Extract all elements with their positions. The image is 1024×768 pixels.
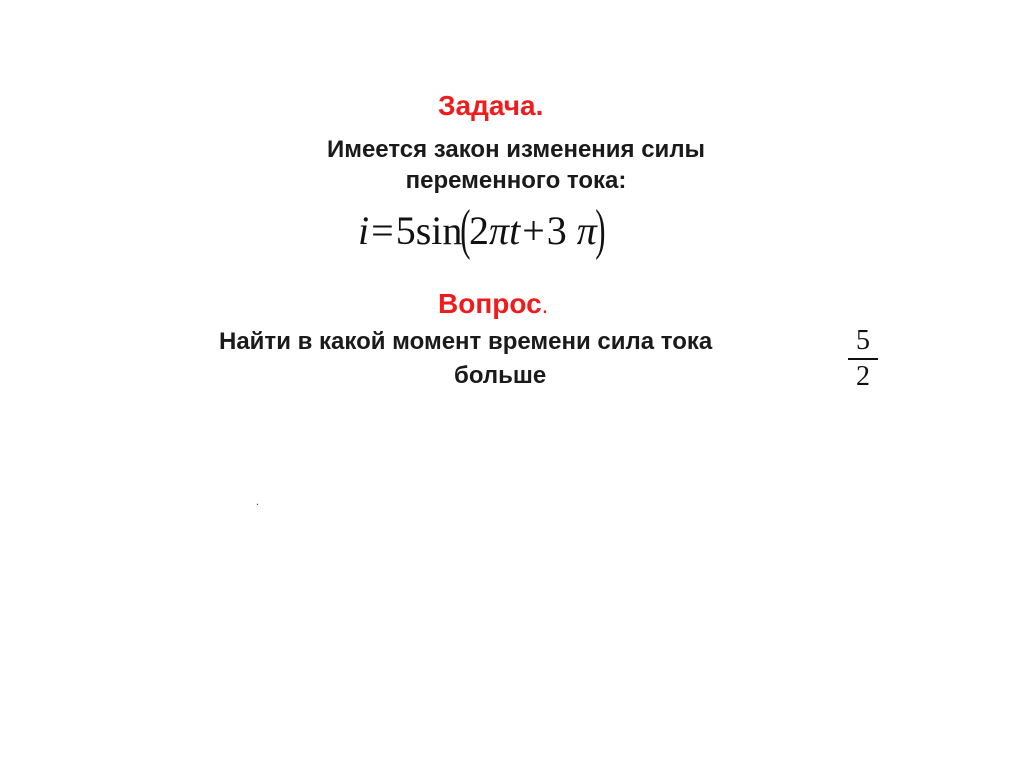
- stray-mark: .: [256, 494, 259, 508]
- formula-var-i: i: [358, 208, 370, 253]
- fraction-bar: [848, 358, 878, 360]
- current-formula: [358, 199, 606, 261]
- question-text-line-2: больше: [454, 362, 547, 389]
- formula-var-t: t: [509, 208, 521, 253]
- formula-three: 3: [546, 208, 567, 253]
- formula-sin: sin: [415, 208, 463, 253]
- formula-pi-1: π: [489, 208, 510, 253]
- formula-coefficient: 5: [395, 208, 416, 253]
- question-heading-text: Вопрос: [438, 288, 542, 319]
- formula-close-paren: ): [595, 199, 606, 261]
- formula-pi-2: π: [576, 208, 597, 253]
- formula-plus: +: [522, 208, 545, 253]
- task-heading: Задача.: [438, 90, 544, 121]
- task-text-line-2: переменного тока:: [405, 167, 627, 194]
- formula-two: 2: [469, 208, 490, 253]
- question-text-line-1: Найти в какой момент времени сила тока: [219, 328, 713, 355]
- formula-open-paren: (: [460, 199, 471, 261]
- fraction-five-halves: [846, 327, 880, 391]
- question-heading-dot: .: [541, 292, 549, 319]
- fraction-denominator: 2: [856, 361, 870, 392]
- task-text-line-1: Имеется закон изменения силы: [326, 136, 706, 163]
- fraction-numerator: 5: [856, 325, 870, 356]
- formula-equals: =: [371, 208, 394, 253]
- question-heading: [438, 287, 548, 323]
